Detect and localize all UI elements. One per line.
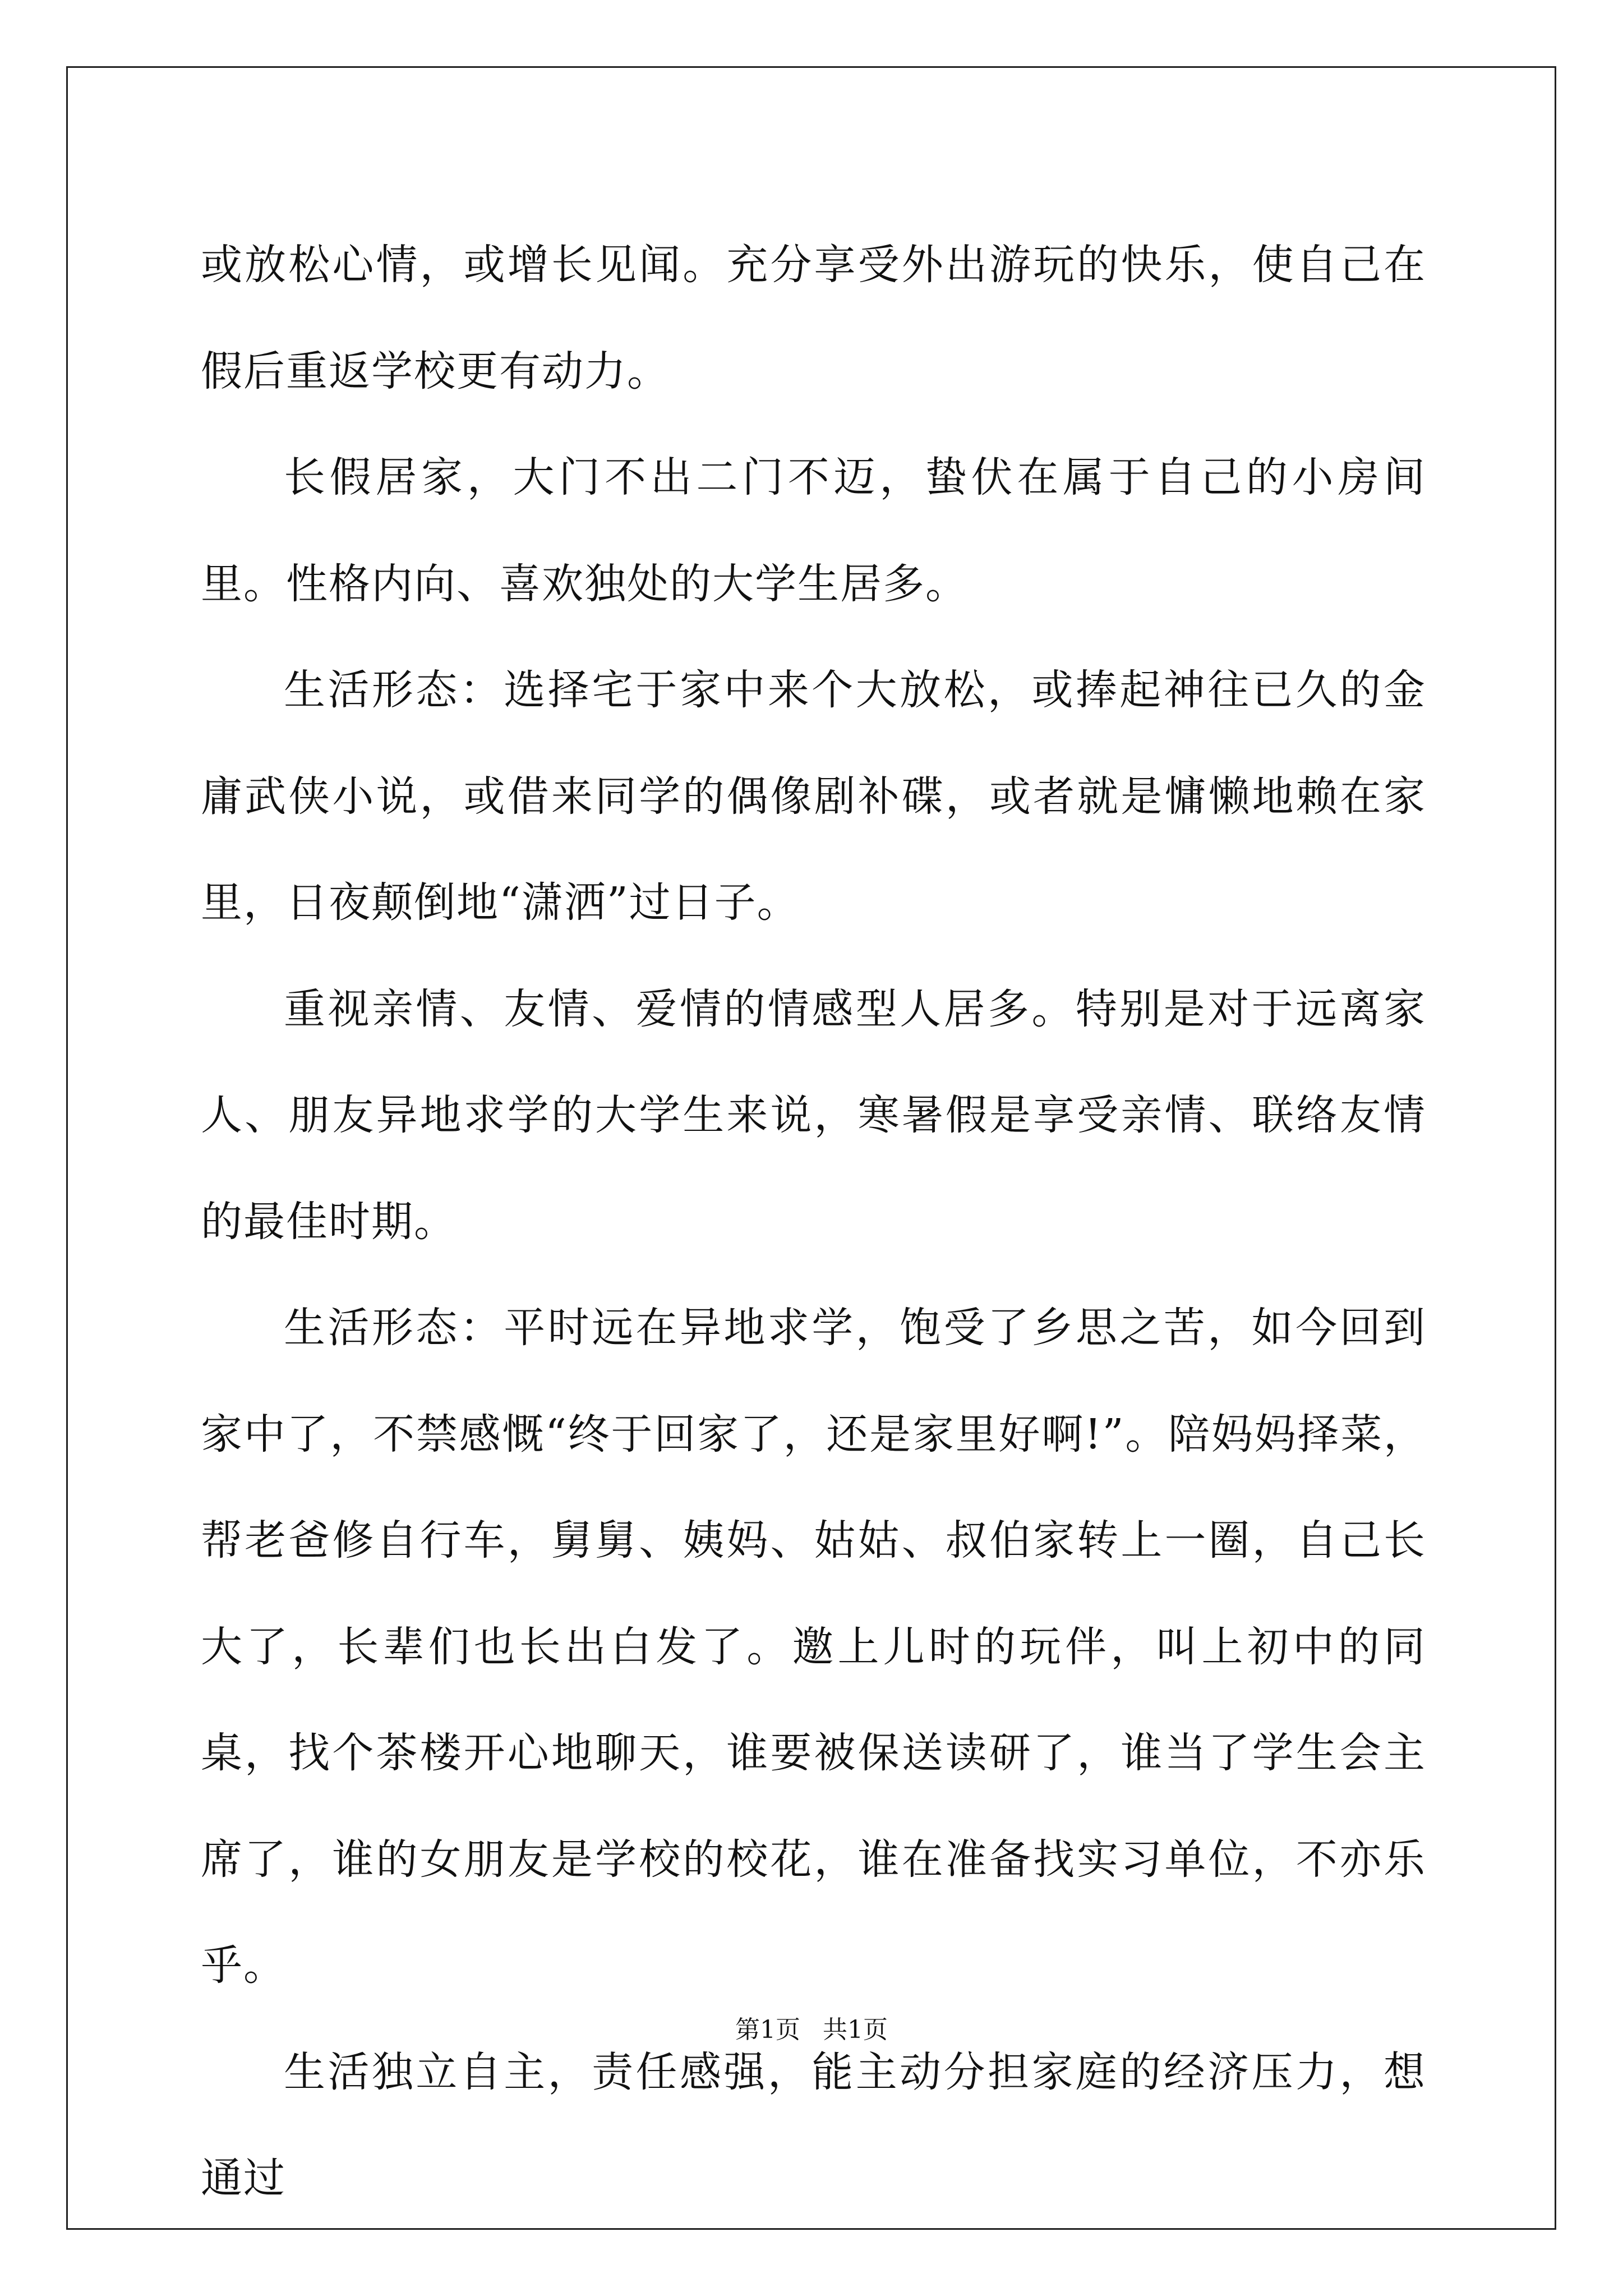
page-total: 共1页 [823,2016,888,2044]
paragraph: 或放松心情，或增长见闻。充分享受外出游玩的快乐，使自己在假后重返学校更有动力。 [201,241,1426,395]
paragraph: 生活形态：平时远在异地求学，饱受了乡思之苦，如今回到家中了，不禁感慨“终于回家了，还是家里好啊!”。陪妈妈择菜，帮老爸修自行车，舅舅、姨妈、姑姑、叔伯家转上一圈，自己长大了，长辈们也长出白发了。邀上儿时的玩伴，叫上初中的同桌，找个茶楼开心地聊天，谁要被保送读研了，谁当了学生会主席了，谁的女朋友是学校的校花，谁在准备找实习单位，不亦乐乎。 [201,1304,1426,1990]
paragraph: 生活独立自主，责任感强，能主动分担家庭的经济压力，想通过 [201,2047,1426,2202]
document-body [201,212,1426,2232]
paragraph: 长假居家，大门不出二门不迈，蛰伏在属于自己的小房间里。性格内向、喜欢独处的大学生居多。 [201,453,1426,608]
page-number: 第1页 [735,2016,800,2044]
paragraph: 重视亲情、友情、爱情的情感型人居多。特别是对于远离家人、朋友异地求学的大学生来说，寒暑假是享受亲情、联络友情的最佳时期。 [201,984,1426,1246]
paragraph: 生活形态：选择宅于家中来个大放松，或捧起神往已久的金庸武侠小说，或借来同学的偶像剧补碟，或者就是慵懒地赖在家里，日夜颠倒地“潇洒”过日子。 [201,666,1426,927]
page-footer [0,2009,1623,2045]
